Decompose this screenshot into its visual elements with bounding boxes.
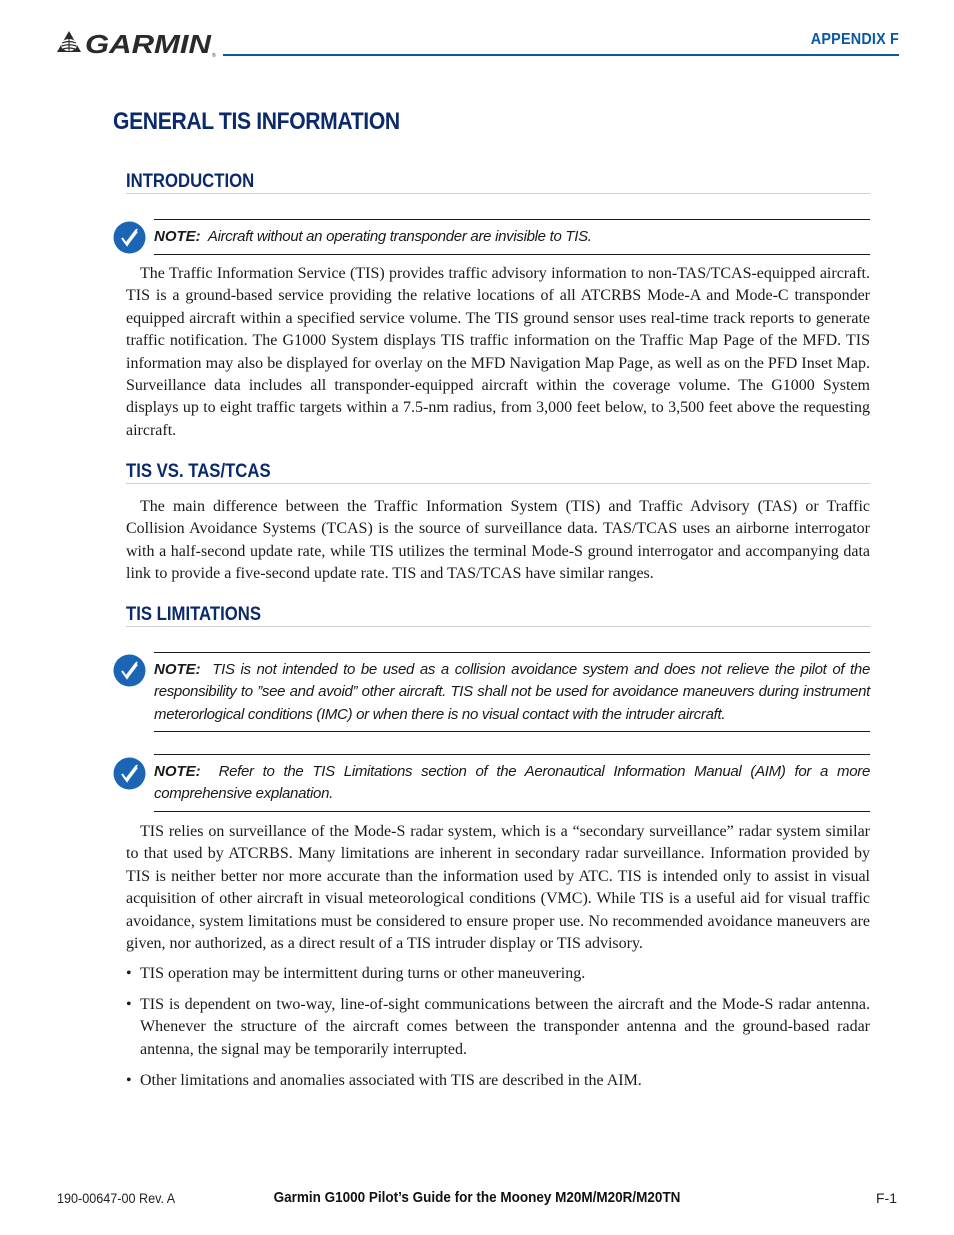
limitations-paragraph: TIS relies on surveillance of the Mode-S radar system, which is a “secondary surveillance” radar system similar to that used by ATCRBS. Many limitations are inherent in secondary radar surveillance. Information provided by TIS is neither better nor more accurate than the information used by ATC. TIS is intended only to assist in visual acquisition of other aircraft in visual meteorological conditions (VMC). While TIS is a useful aid for visual traffic avoidance, system limitations must be considered to ensure proper use. No recommended avoidance maneuvers are given, nor authorized, as a direct result of a TIS intruder display or TIS advisory. bbox=[126, 823, 870, 953]
pencil-note-icon bbox=[113, 221, 146, 254]
header-rule bbox=[223, 54, 899, 56]
note-label: NOTE: bbox=[154, 228, 201, 245]
section-heading-tis-vs-tas: TIS VS. TAS/TCAS bbox=[126, 460, 870, 484]
pencil-note-icon bbox=[113, 757, 146, 790]
page-title: GENERAL TIS INFORMATION bbox=[113, 108, 400, 135]
note-label: NOTE: bbox=[154, 763, 201, 780]
limitations-bullet-list bbox=[126, 963, 870, 1101]
footer-title: Garmin G1000 Pilot’s Guide for the Mooney M20M/M20R/M20TN bbox=[273, 1189, 681, 1206]
pencil-note-icon bbox=[113, 654, 146, 687]
footer-doc-number: 190-00647-00 Rev. A bbox=[57, 1190, 176, 1206]
note-text: Aircraft without an operating transponder are invisible to TIS. bbox=[207, 228, 592, 245]
garmin-logo bbox=[55, 28, 221, 58]
list-item: • Other limitations and anomalies associated with TIS are described in the AIM. bbox=[126, 1070, 870, 1092]
appendix-label: APPENDIX F bbox=[810, 31, 899, 48]
garmin-wordmark: GARMIN bbox=[85, 29, 213, 58]
bullet-icon: • bbox=[126, 996, 132, 1013]
list-item: • TIS is dependent on two-way, line-of-sight communications between the aircraft and the Mode-S radar antenna. Whenever the structure of the aircraft comes between the transponder antenna and the ground-based radar antenna, the signal may be temporarily interrupted. bbox=[126, 996, 870, 1058]
intro-paragraph: The Traffic Information Service (TIS) provides traffic advisory information to non-TAS/TCAS-equipped aircraft. TIS is a ground-based service providing the relative locations of all ATCRBS Mode-A and Mode-C transponder equipped aircraft within a specified service volume. The TIS ground sensor uses real-time track reports to generate traffic notification. The G1000 System displays TIS traffic information on the Traffic Map Page of the MFD. TIS information may also be displayed for overlay on the MFD Navigation Map Page, as well as on the PFD Inset Map. Surveillance data includes all transponder-equipped aircraft within the coverage volume. The G1000 System displays up to eight traffic targets within a 7.5-nm radius, from 3,000 feet below, to 3,500 feet above the requesting aircraft. bbox=[126, 265, 870, 439]
note-introduction bbox=[154, 219, 870, 255]
note-label: NOTE: bbox=[154, 661, 201, 678]
page-header bbox=[55, 26, 899, 60]
footer-page-number: F-1 bbox=[876, 1190, 897, 1206]
garmin-globe-icon bbox=[57, 31, 81, 52]
list-item: • TIS operation may be intermittent during turns or other maneuvering. bbox=[126, 963, 870, 985]
section-heading-introduction: INTRODUCTION bbox=[126, 170, 870, 194]
note-text: Refer to the TIS Limitations section of the Aeronautical Information Manual (AIM) for a more comprehensive explanation. bbox=[154, 763, 870, 803]
bullet-icon: • bbox=[126, 1071, 132, 1089]
section-heading-tis-limitations: TIS LIMITATIONS bbox=[126, 603, 870, 627]
note-text: TIS is not intended to be used as a collision avoidance system and does not relieve the pilot of the responsibility to ”see and avoid” other aircraft. TIS shall not be used for avoidance maneuvers during instrument meterorlogical conditions (IMC) or when there is no visual contact with the intruder aircraft. bbox=[154, 661, 870, 723]
note-limitations-1 bbox=[154, 652, 870, 732]
svg-text:®: ® bbox=[212, 53, 216, 58]
note-limitations-2 bbox=[154, 754, 870, 812]
bullet-icon: • bbox=[126, 965, 132, 982]
tis-vs-tas-paragraph: The main difference between the Traffic Information System (TIS) and Traffic Advisory (TAS) or Traffic Collision Avoidance Systems (TCAS) is the source of surveillance data. TAS/TCAS uses an airborne interrogator with a half-second update rate, while TIS utilizes the terminal Mode-S ground interrogator and accompanying data link to provide a five-second update rate. TIS and TAS/TCAS have similar ranges. bbox=[126, 498, 870, 583]
